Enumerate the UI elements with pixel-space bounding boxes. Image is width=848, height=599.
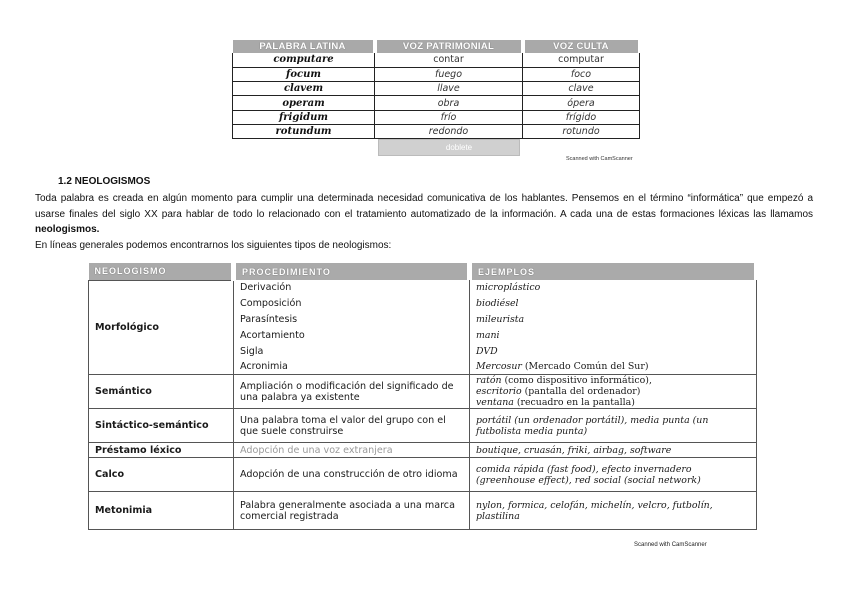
header-palabra-latina: PALABRA LATINA xyxy=(233,40,375,53)
procedure-cell: Composición xyxy=(234,296,470,312)
example-gloss: (pantalla del ordenador) xyxy=(521,386,641,398)
cultured-word: foco xyxy=(523,67,640,81)
example-cell: microplástico xyxy=(470,280,757,296)
neologismos-term: neologismos. xyxy=(35,224,100,235)
example-cell: mileurista xyxy=(470,312,757,328)
table-row xyxy=(89,409,757,443)
example-cell xyxy=(470,375,757,409)
example-cell xyxy=(470,359,757,375)
table-row xyxy=(89,280,757,296)
patrimonial-word: fuego xyxy=(375,67,523,81)
latin-word: operam xyxy=(233,96,375,110)
table-row xyxy=(233,53,640,67)
example-cell: boutique, cruasán, friki, airbag, software xyxy=(470,443,757,458)
category-metonimia: Metonimia xyxy=(89,492,234,530)
table-row xyxy=(89,375,757,409)
latin-words-table xyxy=(232,40,642,139)
paragraph-intro xyxy=(35,191,813,238)
paragraph-types: En líneas generales podemos encontrarnos los siguientes tipos de neologismos: xyxy=(35,239,392,251)
patrimonial-word: llave xyxy=(375,82,523,96)
category-calco: Calco xyxy=(89,458,234,492)
header-neologismo: NEOLOGISMO xyxy=(89,263,234,280)
header-ejemplos: EJEMPLOS xyxy=(470,263,757,280)
doblete-label-box xyxy=(378,139,520,156)
example-gloss: (Mercado Común del Sur) xyxy=(521,361,649,373)
example-cell: nylon, formica, celofán, michelín, velcro, futbolín, plastilina xyxy=(470,492,757,530)
example-term: ventana xyxy=(476,397,514,409)
patrimonial-word: contar xyxy=(375,53,523,67)
example-term: escritorio xyxy=(476,386,522,398)
table-header-row xyxy=(89,263,757,280)
procedure-cell: Acronimia xyxy=(234,359,470,375)
patrimonial-word: obra xyxy=(375,96,523,110)
example-cell: biodiésel xyxy=(470,296,757,312)
example-term: Mercosur xyxy=(476,361,522,373)
example-gloss: (como dispositivo informático), xyxy=(501,375,652,387)
cultured-word: frígido xyxy=(523,110,640,124)
header-procedimiento: PROCEDIMIENTO xyxy=(234,263,470,280)
procedure-cell: Una palabra toma el valor del grupo con el que suele construirse xyxy=(234,409,470,443)
section-heading: 1.2 NEOLOGISMOS xyxy=(58,176,151,187)
procedure-cell: Palabra generalmente asociada a una marca comercial registrada xyxy=(234,492,470,530)
latin-word: focum xyxy=(233,67,375,81)
scanner-watermark: Scanned with CamScanner xyxy=(566,156,633,162)
procedure-cell: Derivación xyxy=(234,280,470,296)
category-morfologico: Morfológico xyxy=(89,280,234,375)
cultured-word: ópera xyxy=(523,96,640,110)
header-voz-patrimonial: VOZ PATRIMONIAL xyxy=(375,40,523,53)
table-row xyxy=(233,82,640,96)
cultured-word: rotundo xyxy=(523,124,640,138)
table-row xyxy=(89,443,757,458)
header-voz-culta: VOZ CULTA xyxy=(523,40,640,53)
latin-word: rotundum xyxy=(233,124,375,138)
table-row xyxy=(233,96,640,110)
category-semantico: Semántico xyxy=(89,375,234,409)
patrimonial-word: frío xyxy=(375,110,523,124)
table-row xyxy=(89,492,757,530)
latin-word: frigidum xyxy=(233,110,375,124)
table-row xyxy=(233,110,640,124)
doblete-label: doblete xyxy=(445,143,473,152)
procedure-cell: Ampliación o modificación del significado de una palabra ya existente xyxy=(234,375,470,409)
example-cell: DVD xyxy=(470,343,757,359)
latin-word: computare xyxy=(233,53,375,67)
body-text xyxy=(35,191,813,253)
patrimonial-word: redondo xyxy=(375,124,523,138)
latin-word: clavem xyxy=(233,82,375,96)
procedure-cell: Adopción de una construcción de otro idioma xyxy=(234,458,470,492)
scanner-watermark: Scanned with CamScanner xyxy=(634,542,707,548)
category-sintactico: Sintáctico-semántico xyxy=(89,409,234,443)
table-header-row xyxy=(233,40,640,53)
paragraph-intro-text: Toda palabra es creada en algún momento para cumplir una determinada necesidad comunicativa de los hablantes. Pensemos en el término “informática” que empezó a usarse finales del siglo XX para hablar de todo lo relacionado con el tratamiento automatizado de la información. A cada una de estas formaciones léxicas las llamamos xyxy=(35,193,813,220)
example-cell: mani xyxy=(470,327,757,343)
table-row xyxy=(233,67,640,81)
procedure-cell: Adopción de una voz extranjera xyxy=(234,443,470,458)
category-prestamo: Préstamo léxico xyxy=(89,443,234,458)
example-gloss: (recuadro en la pantalla) xyxy=(513,397,635,409)
table-row xyxy=(233,124,640,138)
cultured-word: clave xyxy=(523,82,640,96)
procedure-cell: Parasíntesis xyxy=(234,312,470,328)
neologisms-table xyxy=(88,263,759,530)
procedure-cell: Sigla xyxy=(234,343,470,359)
procedure-cell: Acortamiento xyxy=(234,327,470,343)
example-cell: portátil (un ordenador portátil), media punta (un futbolista media punta) xyxy=(470,409,757,443)
example-cell: comida rápida (fast food), efecto invernadero (greenhouse effect), red social (social network) xyxy=(470,458,757,492)
example-term: ratón xyxy=(476,375,502,387)
cultured-word: computar xyxy=(523,53,640,67)
table-row xyxy=(89,458,757,492)
